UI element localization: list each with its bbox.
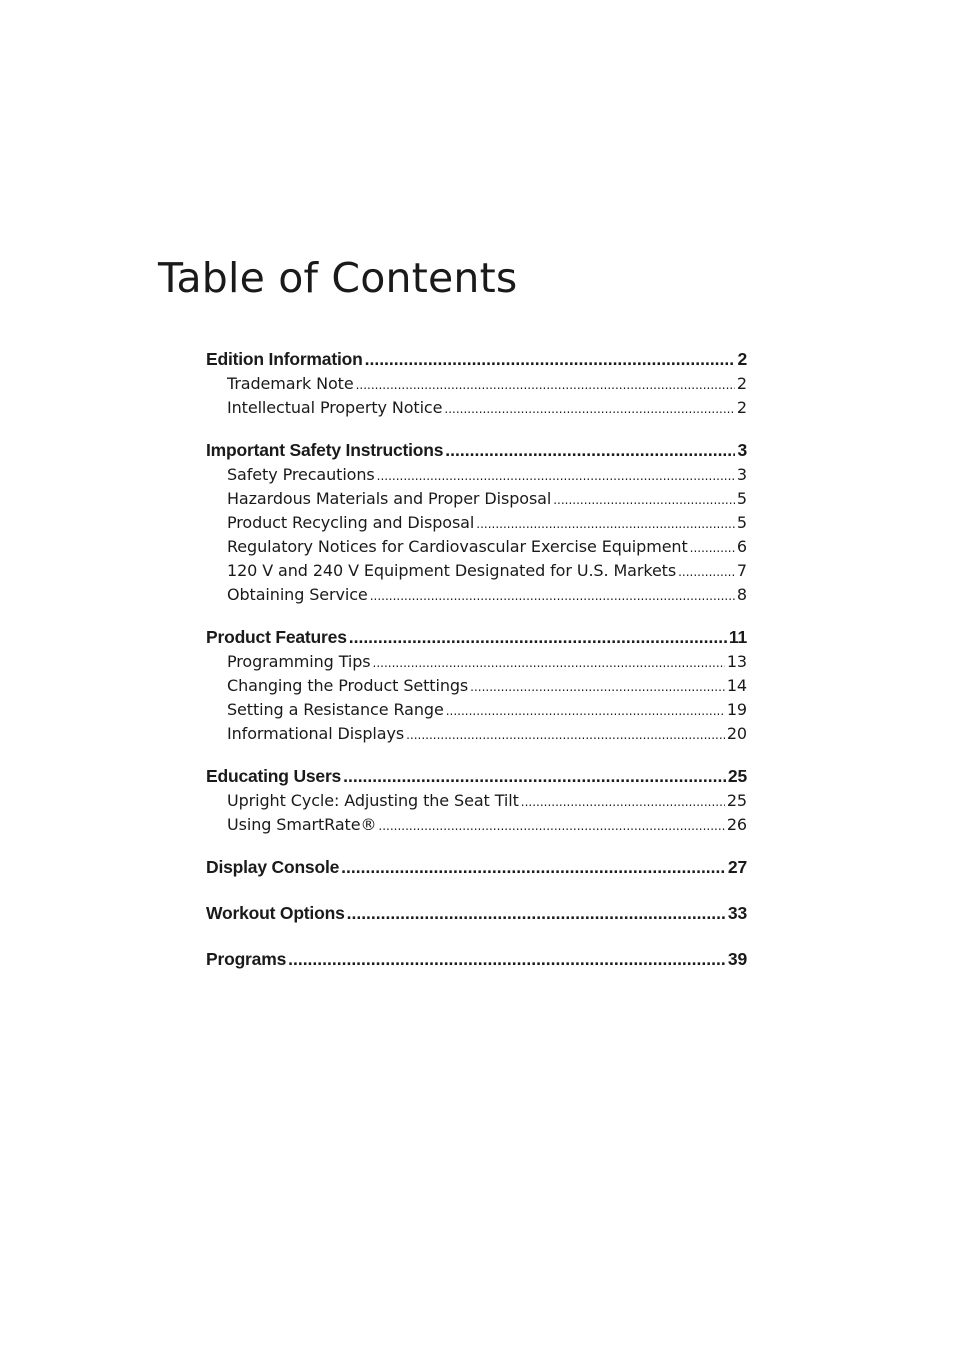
- toc-subentry[interactable]: [206, 722, 747, 746]
- toc-subentry-title: Obtaining Service: [227, 585, 368, 604]
- toc-subentry-title: Regulatory Notices for Cardiovascular Exercise Equipment: [227, 537, 688, 556]
- dot-leader: [521, 790, 725, 814]
- dot-leader: [347, 900, 726, 926]
- toc-entry-title: Programs: [206, 949, 287, 969]
- toc-subentry[interactable]: [206, 698, 747, 722]
- dot-leader: [341, 854, 726, 880]
- table-of-contents: [206, 346, 747, 992]
- toc-subentry-title: Setting a Resistance Range: [227, 700, 444, 719]
- toc-subentry-title: Programming Tips: [227, 652, 371, 671]
- toc-subentry[interactable]: [206, 813, 747, 837]
- toc-entry-page: 3: [737, 440, 747, 460]
- toc-subentry-title: Upright Cycle: Adjusting the Seat Tilt: [227, 791, 519, 810]
- toc-subentry[interactable]: [206, 789, 747, 813]
- toc-section-workout-options: [206, 900, 747, 926]
- toc-subentry-title: Product Recycling and Disposal: [227, 513, 475, 532]
- toc-entry-page: 33: [727, 903, 747, 923]
- toc-subentry-title: Trademark Note: [227, 374, 354, 393]
- toc-entry-title: Product Features: [206, 627, 347, 647]
- dot-leader: [370, 584, 735, 608]
- toc-section-product-features: [206, 624, 747, 746]
- dot-leader: [445, 437, 735, 463]
- toc-subentry[interactable]: [206, 463, 747, 487]
- toc-entry[interactable]: [206, 437, 747, 463]
- toc-entry-title: Edition Information: [206, 349, 363, 369]
- toc-subentry[interactable]: [206, 487, 747, 511]
- toc-entry[interactable]: [206, 763, 747, 789]
- dot-leader: [406, 723, 725, 747]
- toc-subentry-title: 120 V and 240 V Equipment Designated for U.S. Markets: [227, 561, 677, 580]
- dot-leader: [446, 699, 725, 723]
- dot-leader: [678, 560, 735, 584]
- toc-subentry-page: 14: [726, 676, 747, 695]
- toc-section-edition-information: [206, 346, 747, 420]
- toc-subentry-page: 2: [736, 374, 747, 393]
- toc-entry-title: Workout Options: [206, 903, 345, 923]
- toc-entry[interactable]: [206, 946, 747, 972]
- dot-leader: [288, 946, 726, 972]
- toc-entry-page: 25: [727, 766, 747, 786]
- dot-leader: [365, 346, 736, 372]
- dot-leader: [476, 512, 735, 536]
- toc-subentry-title: Informational Displays: [227, 724, 405, 743]
- toc-entry-title: Educating Users: [206, 766, 342, 786]
- toc-subentry-title: Using SmartRate®: [227, 815, 377, 834]
- toc-section-programs: [206, 946, 747, 972]
- dot-leader: [553, 488, 735, 512]
- toc-subentry-title: Changing the Product Settings: [227, 676, 469, 695]
- toc-entry-title: Important Safety Instructions: [206, 440, 444, 460]
- toc-entry-page: 2: [737, 349, 747, 369]
- toc-subentry[interactable]: [206, 650, 747, 674]
- toc-section-educating-users: [206, 763, 747, 837]
- dot-leader: [470, 675, 725, 699]
- toc-subentry-page: 26: [726, 815, 747, 834]
- toc-entry[interactable]: [206, 346, 747, 372]
- toc-subentry-page: 2: [736, 398, 747, 417]
- toc-subentry[interactable]: [206, 583, 747, 607]
- toc-subentry[interactable]: [206, 674, 747, 698]
- toc-subentry-page: 7: [736, 561, 747, 580]
- toc-subentry[interactable]: [206, 372, 747, 396]
- toc-entry-page: 11: [728, 627, 747, 647]
- toc-entry[interactable]: [206, 624, 747, 650]
- dot-leader: [349, 624, 727, 650]
- toc-subentry[interactable]: [206, 396, 747, 420]
- toc-subentry[interactable]: [206, 511, 747, 535]
- toc-section-important-safety-instructions: [206, 437, 747, 607]
- toc-subentry[interactable]: [206, 535, 747, 559]
- dot-leader: [377, 464, 735, 488]
- toc-entry-page: 27: [727, 857, 747, 877]
- toc-entry[interactable]: [206, 854, 747, 880]
- dot-leader: [343, 763, 726, 789]
- toc-subentry-page: 6: [736, 537, 747, 556]
- page-title: Table of Contents: [158, 254, 518, 302]
- toc-subentry-page: 20: [726, 724, 747, 743]
- dot-leader: [690, 536, 735, 560]
- toc-entry-title: Display Console: [206, 857, 340, 877]
- dot-leader: [444, 397, 735, 421]
- toc-subentry-page: 5: [736, 513, 747, 532]
- dot-leader: [356, 373, 735, 397]
- toc-subentry-page: 5: [736, 489, 747, 508]
- toc-subentry-title: Intellectual Property Notice: [227, 398, 443, 417]
- toc-entry[interactable]: [206, 900, 747, 926]
- toc-subentry-page: 3: [736, 465, 747, 484]
- toc-subentry-title: Safety Precautions: [227, 465, 375, 484]
- toc-subentry-page: 19: [726, 700, 747, 719]
- toc-subentry-page: 13: [726, 652, 747, 671]
- dot-leader: [373, 651, 725, 675]
- toc-subentry[interactable]: [206, 559, 747, 583]
- toc-section-display-console: [206, 854, 747, 880]
- dot-leader: [378, 814, 724, 838]
- toc-subentry-title: Hazardous Materials and Proper Disposal: [227, 489, 552, 508]
- toc-subentry-page: 8: [736, 585, 747, 604]
- toc-subentry-page: 25: [726, 791, 747, 810]
- toc-entry-page: 39: [727, 949, 747, 969]
